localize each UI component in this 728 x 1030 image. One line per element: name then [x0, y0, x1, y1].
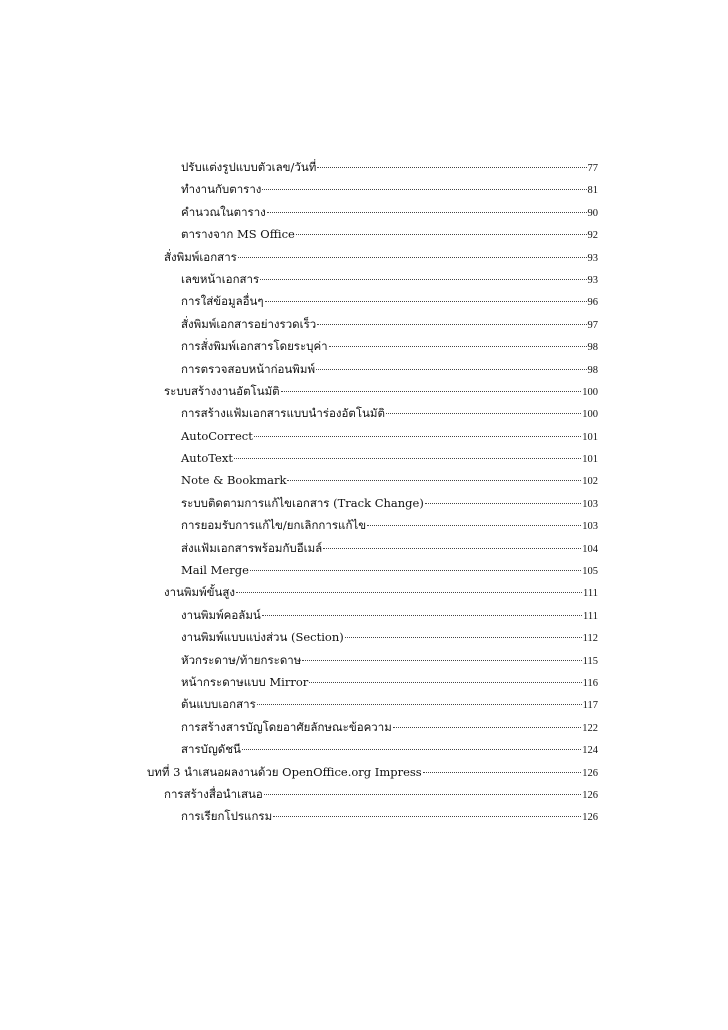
toc-page-number: 117 — [582, 700, 598, 712]
toc-dot-leader — [329, 345, 587, 347]
toc-entry-title: คำนวณในตาราง — [181, 204, 266, 219]
toc-dot-leader — [234, 457, 581, 459]
toc-subsection-entry — [0, 492, 598, 514]
toc-dot-leader — [287, 479, 581, 481]
toc-page-number: 111 — [583, 588, 598, 600]
toc-dot-leader — [257, 703, 582, 705]
toc-subsection-entry — [0, 425, 598, 447]
toc-dot-leader — [425, 502, 581, 504]
toc-subsection-entry — [0, 358, 598, 380]
toc-entry-title: ทำงานกับตาราง — [181, 182, 262, 197]
toc-dot-leader — [254, 435, 581, 437]
toc-page-number: 116 — [582, 677, 598, 689]
toc-subsection-entry — [0, 671, 598, 693]
toc-dot-leader — [302, 659, 581, 661]
toc-subsection-entry — [0, 447, 598, 469]
toc-subsection-entry — [0, 559, 598, 581]
toc-dot-leader — [393, 726, 581, 728]
toc-entry-title: การสั่งพิมพ์เอกสารโดยระบุค่า — [181, 339, 328, 354]
toc-page-number: 101 — [582, 431, 598, 443]
toc-entry-title: ปรับแต่งรูปแบบตัวเลข/วันที่ — [181, 160, 317, 174]
toc-subsection-entry — [0, 604, 598, 626]
toc-entry-title: สั่งพิมพ์เอกสารอย่างรวดเร็ว — [181, 316, 317, 331]
toc-page-number: 98 — [587, 364, 598, 376]
toc-subsection-entry — [0, 156, 598, 178]
toc-subsection-entry — [0, 201, 598, 223]
toc-dot-leader — [316, 368, 586, 370]
toc-page-number: 81 — [587, 185, 598, 197]
toc-entry-title: หัวกระดาษ/ท้ายกระดาษ — [181, 652, 302, 667]
toc-chapter-entry — [0, 761, 598, 783]
toc-page-number: 102 — [582, 476, 598, 488]
toc-subsection-entry — [0, 716, 598, 738]
toc-page-number: 100 — [582, 409, 598, 421]
toc-entry-title: การใส่ข้อมูลอื่นๆ — [181, 294, 264, 309]
toc-page-number: 93 — [587, 274, 598, 286]
toc-entry-title: เลขหน้าเอกสาร — [181, 271, 260, 286]
toc-page-number: 122 — [582, 722, 598, 734]
toc-dot-leader — [242, 748, 581, 750]
toc-subsection-entry — [0, 335, 598, 357]
toc-entry-title: การเรียกโปรแกรม — [181, 809, 273, 824]
toc-subsection-entry — [0, 514, 598, 536]
toc-dot-leader — [260, 278, 586, 280]
toc-dot-leader — [423, 771, 582, 773]
toc-dot-leader — [262, 188, 586, 190]
toc-page-number: 105 — [582, 566, 598, 578]
toc-dot-leader — [265, 300, 587, 302]
toc-entry-title: การสร้างแฟ้มเอกสารแบบนำร่องอัตโนมัติ — [181, 406, 385, 421]
toc-subsection-entry — [0, 805, 598, 827]
toc-entry-title: Note & Bookmark — [181, 473, 287, 488]
toc-entry-title: สารบัญดัชนี — [181, 742, 241, 757]
toc-subsection-entry — [0, 649, 598, 671]
toc-page-number: 77 — [587, 163, 598, 174]
toc-entry-title: ระบบสร้างงานอัตโนมัติ — [164, 383, 280, 398]
toc-page-number: 103 — [582, 498, 598, 510]
toc-dot-leader — [386, 412, 581, 414]
toc-dot-leader — [267, 211, 587, 213]
toc-dot-leader — [236, 591, 582, 593]
toc-entry-title: AutoCorrect — [181, 428, 253, 443]
toc-page-number: 115 — [582, 655, 598, 667]
toc-page-number: 103 — [582, 521, 598, 533]
toc-page-number: 96 — [587, 297, 598, 309]
toc-section-entry — [0, 246, 598, 268]
toc-entry-title: หน้ากระดาษแบบ Mirror — [181, 674, 309, 689]
toc-dot-leader — [317, 166, 586, 168]
toc-dot-leader — [273, 815, 581, 817]
toc-dot-leader — [262, 614, 582, 616]
toc-entry-title: งานพิมพ์แบบแบ่งส่วน (Section) — [181, 630, 344, 645]
toc-entry-title: ส่งแฟ้มเอกสารพร้อมกับอีเมล์ — [181, 540, 323, 555]
toc-entry-title: การตรวจสอบหน้าก่อนพิมพ์ — [181, 361, 316, 376]
toc-page-number: 124 — [582, 745, 598, 757]
toc-section-entry — [0, 380, 598, 402]
toc-subsection-entry — [0, 268, 598, 290]
toc-entry-title: ตารางจาก MS Office — [181, 227, 295, 242]
toc-subsection-entry — [0, 178, 598, 200]
toc-entry-title: บทที่ 3 นำเสนอผลงานด้วย OpenOffice.org Impress — [147, 764, 422, 779]
toc-page-number: 111 — [583, 610, 598, 622]
toc-entry-title: การยอมรับการแก้ไข/ยกเลิกการแก้ไข — [181, 518, 367, 533]
toc-entry-title: การสร้างสารบัญโดยอาศัยลักษณะข้อความ — [181, 719, 392, 734]
toc-dot-leader — [309, 681, 581, 683]
toc-section-entry — [0, 783, 598, 805]
toc-dot-leader — [264, 793, 581, 795]
toc-entry-title: งานพิมพ์คอลัมน์ — [181, 607, 261, 622]
toc-entry-title: ต้นแบบเอกสาร — [181, 697, 256, 712]
toc-subsection-entry — [0, 223, 598, 245]
toc-subsection-entry — [0, 313, 598, 335]
toc-subsection-entry — [0, 537, 598, 559]
toc-entry-title: AutoText — [181, 451, 233, 466]
toc-entry-title: Mail Merge — [181, 563, 249, 578]
toc-subsection-entry — [0, 290, 598, 312]
toc-page-number: 104 — [582, 543, 598, 555]
toc-dot-leader — [345, 636, 582, 638]
toc-page-number: 93 — [587, 252, 598, 264]
toc-dot-leader — [367, 524, 581, 526]
toc-entry-title: ระบบติดตามการแก้ไขเอกสาร (Track Change) — [181, 495, 424, 510]
toc-dot-leader — [281, 390, 582, 392]
toc-page-number: 126 — [582, 767, 598, 779]
toc-entry-title: สั่งพิมพ์เอกสาร — [164, 249, 237, 264]
toc-dot-leader — [323, 547, 581, 549]
toc-page-number: 112 — [582, 633, 598, 645]
toc-page-number: 92 — [587, 230, 598, 242]
toc-page-number: 126 — [582, 812, 598, 824]
toc-page-number: 97 — [587, 319, 598, 331]
toc-page-number: 126 — [582, 789, 598, 801]
toc-page-number: 98 — [587, 342, 598, 354]
toc-entry-title: งานพิมพ์ขั้นสูง — [164, 585, 236, 600]
table-of-contents — [0, 156, 728, 828]
toc-subsection-entry — [0, 626, 598, 648]
toc-dot-leader — [238, 256, 587, 258]
toc-dot-leader — [296, 233, 587, 235]
toc-dot-leader — [317, 323, 586, 325]
toc-subsection-entry — [0, 469, 598, 491]
toc-section-entry — [0, 581, 598, 603]
toc-page-number: 101 — [582, 454, 598, 466]
toc-subsection-entry — [0, 738, 598, 760]
toc-entry-title: การสร้างสื่อนำเสนอ — [164, 786, 263, 801]
toc-dot-leader — [250, 569, 581, 571]
toc-page-number: 90 — [587, 207, 598, 219]
toc-subsection-entry — [0, 693, 598, 715]
toc-page-number: 100 — [582, 386, 598, 398]
toc-subsection-entry — [0, 402, 598, 424]
